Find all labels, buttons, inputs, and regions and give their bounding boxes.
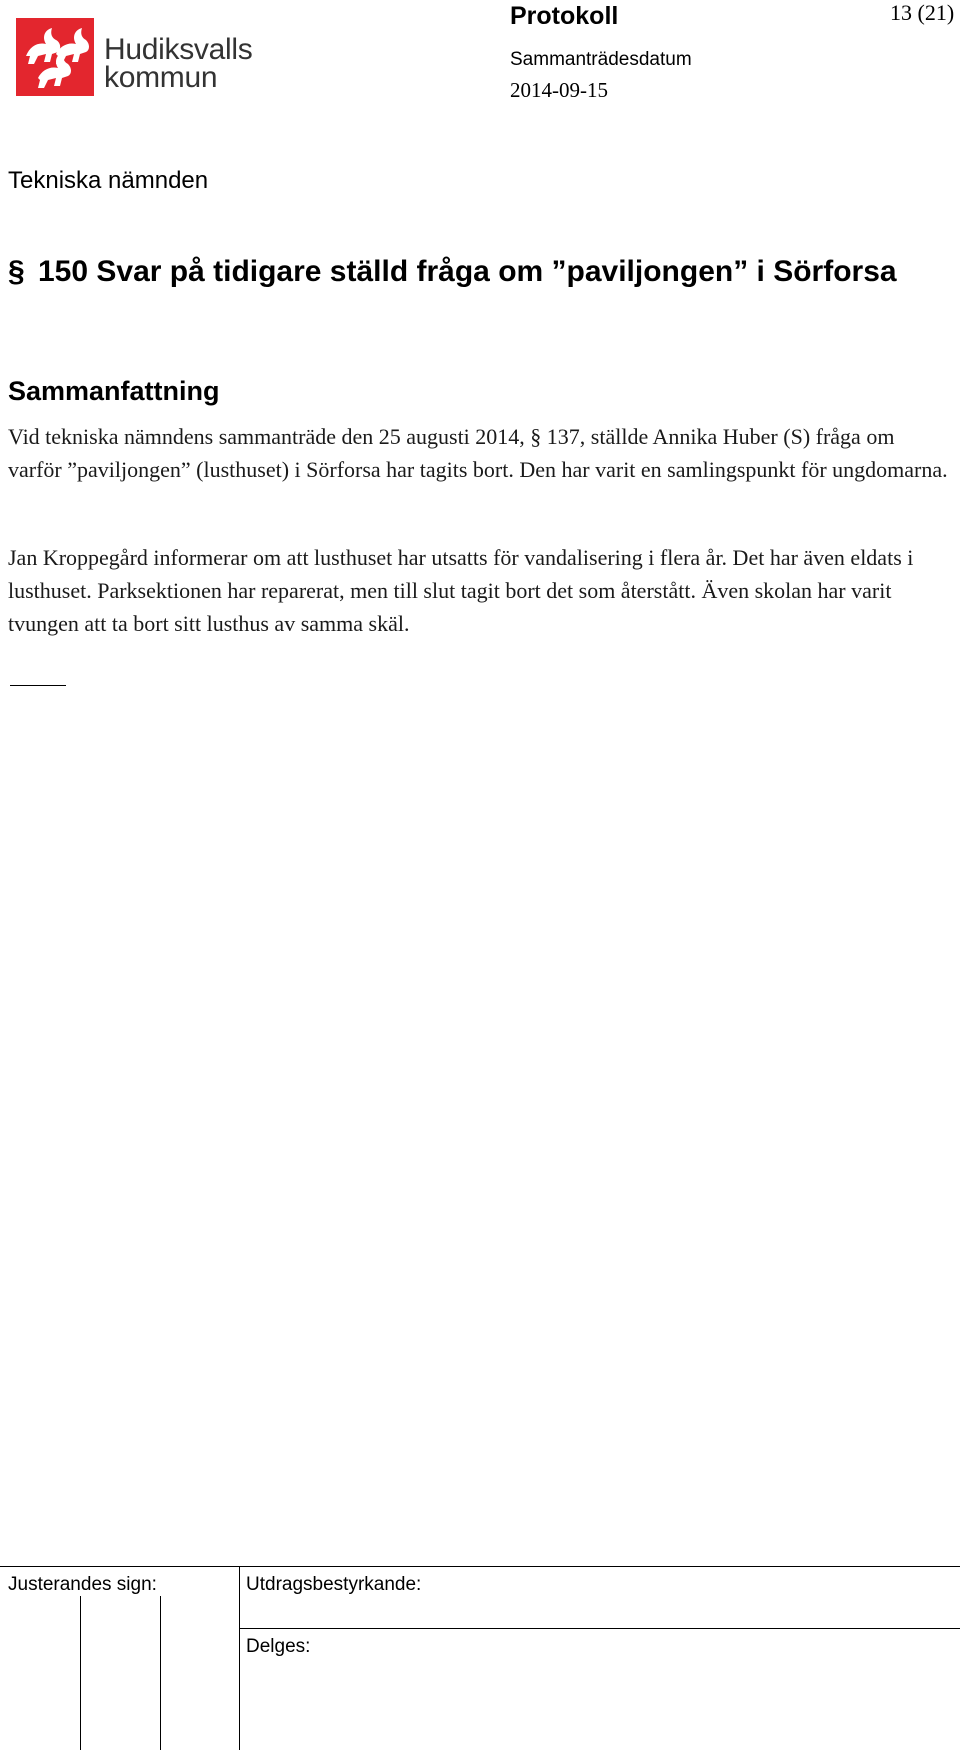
section-heading (8, 252, 938, 291)
summary-title: Sammanfattning (8, 376, 220, 406)
footer-top-border (0, 1566, 960, 1567)
summary-paragraph-2: Jan Kroppegård informerar om att lusthuset har utsatts för vandalisering i flera år. Det har även eldats i lusthuset. Parksektionen har reparerat, men till slut tagit bort det som återstått. Även skolan har varit tvungen att ta bort sitt lusthus av samma skäl. (8, 545, 914, 636)
footer-mid-border (239, 1628, 960, 1629)
summary-paragraph-1: Vid tekniska nämndens sammanträde den 25 augusti 2014, § 137, ställde Annika Huber (S) fråga om varför ”paviljongen” (lusthuset) i Sörforsa har tagits bort. Den har varit en samlingspunkt för ungdomarna. (8, 424, 948, 482)
municipality-logo (16, 18, 266, 98)
section-end-rule (10, 685, 66, 686)
committee-name: Tekniska nämnden (8, 167, 209, 194)
footer-divider (239, 1566, 240, 1750)
page-number: 13 (21) (890, 0, 955, 25)
meeting-date-label: Sammanträdesdatum (510, 49, 692, 70)
document-type: Protokoll (510, 2, 619, 30)
section-symbol: § (8, 255, 25, 288)
extract-certification-label: Utdragsbestyrkande: (246, 1574, 422, 1595)
signature-box-divider-1 (80, 1596, 81, 1750)
distribution-label: Delges: (246, 1636, 311, 1657)
goat-emblem-icon (16, 18, 94, 96)
section-heading-text: 150 Svar på tidigare ställd fråga om ”paviljongen” i Sörforsa (38, 255, 897, 288)
logo-wordmark (104, 33, 253, 94)
logo-line-2: kommun (104, 61, 218, 94)
signature-box-divider-2 (160, 1596, 161, 1750)
logo-line-1: Hudiksvalls (104, 33, 253, 66)
signature-label: Justerandes sign: (8, 1574, 157, 1595)
meeting-date-value: 2014-09-15 (510, 78, 608, 102)
